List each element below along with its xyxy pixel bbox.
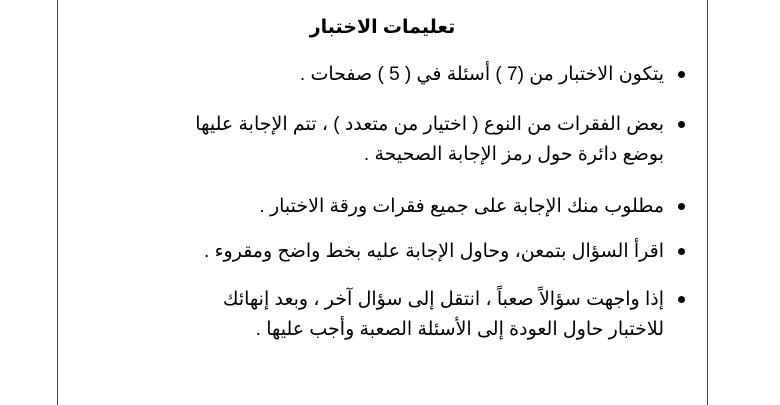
document-page <box>57 0 708 405</box>
instruction-text: مطلوب منك الإجابة على جميع فقرات ورقة الاختبار . <box>259 196 664 217</box>
bullet-icon <box>678 121 685 128</box>
instruction-item-1 <box>300 60 685 90</box>
instruction-text: اقرأ السؤال بتمعن، وحاول الإجابة عليه بخط واضح ومقروء . <box>204 241 664 262</box>
bullet-icon <box>678 296 685 303</box>
instruction-item-2 <box>195 110 685 170</box>
instruction-item-3 <box>259 192 685 222</box>
instruction-text: بعض الفقرات من النوع ( اختيار من متعدد ) ، تتم الإجابة عليها بوضع دائرة حول رمز الإجابة الصحيحة . <box>195 114 664 165</box>
instruction-item-5 <box>223 285 685 345</box>
instructions-list <box>58 0 707 405</box>
instruction-text: إذا واجهت سؤالاً صعباً ، انتقل إلى سؤال آخر ، وبعد إنهائك للاختبار حاول العودة إلى الأسئلة الصعبة وأجب عليها . <box>222 289 664 340</box>
bullet-icon <box>678 248 685 255</box>
bullet-icon <box>678 71 685 78</box>
instruction-item-4 <box>204 237 685 267</box>
page-title: تعليمات الاختبار <box>309 17 456 38</box>
bullet-icon <box>678 203 685 210</box>
instruction-text: يتكون الاختبار من (7 ) أسئلة في ( 5 ) صفحات . <box>299 64 664 85</box>
